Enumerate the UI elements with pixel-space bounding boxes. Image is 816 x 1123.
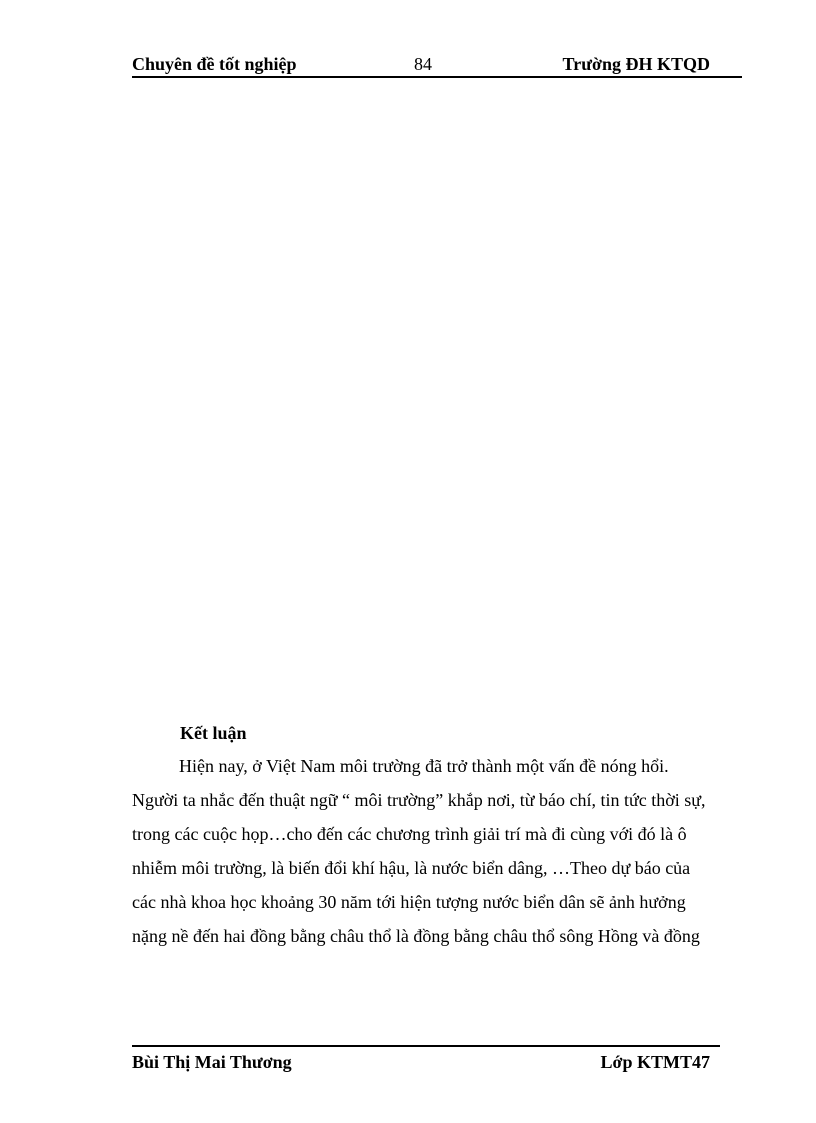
paragraph-line: nhiễm môi trường, là biến đổi khí hậu, là nước biển dâng, …Theo dự báo của — [132, 858, 691, 878]
header-page-number: 84 — [414, 54, 432, 74]
paragraph-line: nặng nề đến hai đồng bằng châu thổ là đồng bằng châu thổ sông Hồng và đồng — [132, 926, 700, 946]
paragraph-line: trong các cuộc họp…cho đến các chương trình giải trí mà đi cùng với đó là ô — [132, 824, 687, 844]
paragraph-line: các nhà khoa học khoảng 30 năm tới hiện tượng nước biển dân sẽ ảnh hưởng — [132, 892, 686, 912]
page-footer — [132, 1045, 720, 1077]
paragraph-line: Người ta nhắc đến thuật ngữ “ môi trường” khắp nơi, từ báo chí, tin tức thời sự, — [132, 790, 706, 810]
header-document-type: Chuyên đề tốt nghiệp — [132, 54, 297, 74]
footer-author: Bùi Thị Mai Thương — [132, 1052, 292, 1072]
paragraph-line: Hiện nay, ở Việt Nam môi trường đã trở thành một vấn đề nóng hổi. — [179, 756, 669, 776]
footer-class: Lớp KTMT47 — [600, 1052, 710, 1072]
section-title: Kết luận — [180, 723, 247, 743]
header-university: Trường ĐH KTQD — [562, 54, 710, 74]
page-header — [132, 52, 742, 78]
